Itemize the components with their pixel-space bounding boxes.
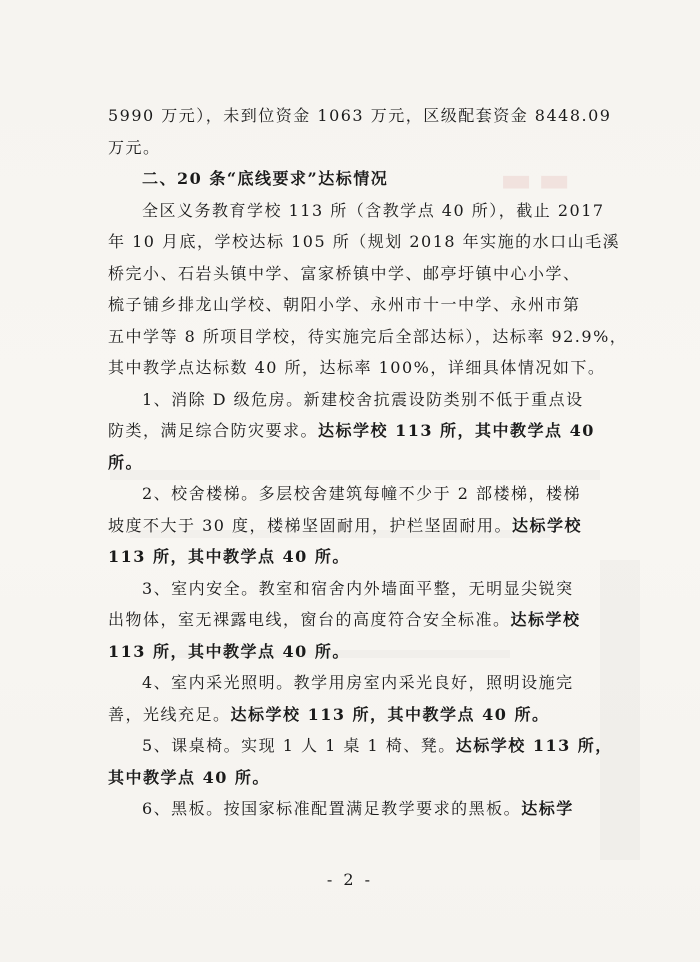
bold-text-run: 达标学校 [512,515,583,535]
text-line: 其中教学点 40 所。 [108,767,270,787]
text-line: 5990 万元），未到位资金 1063 万元，区级配套资金 8448.09 [108,106,612,125]
section-heading: 二、20 条“底线要求”达标情况 [142,169,389,188]
bold-text-run: 达标学校 [510,610,581,629]
text-line: 1、消除 D 级危房。新建校舍抗震设防类别不低于重点设 [142,389,584,409]
text-run: 防类，满足综合防灾要求。 [108,421,319,440]
text-line [108,415,608,447]
text-run: 坡度不大于 30 度，楼梯坚固耐用，护栏坚固耐用。 [108,515,513,535]
bold-text-run: 达标学 [521,799,574,818]
text-line: 梳子铺乡排龙山学校、朝阳小学、永州市十一中学、永州市第 [108,295,581,314]
text-run: 6、黑板。按国家标准配置满足教学要求的黑板。 [142,799,522,818]
text-line: 万元。 [108,137,161,157]
text-line [108,510,608,542]
text-line: 113 所，其中教学点 40 所。 [108,641,350,661]
text-line: 2、校舍楼梯。多层校舍建筑每幢不少于 2 部楼梯，楼梯 [142,484,582,503]
bold-text-run: 达标学校 113 所， [455,736,613,755]
document-body [108,100,628,825]
page-number: - 2 - [326,870,374,889]
text-line [108,699,608,731]
text-line: 桥完小、石岩头镇中学、富家桥镇中学、邮亭圩镇中心小学、 [108,263,581,283]
text-line: 3、室内安全。教室和宿舍内外墙面平整，无明显尖锐突 [142,578,574,598]
text-run: 5、课桌椅。实现 1 人 1 桌 1 椅、凳。 [142,736,456,755]
text-line [108,604,608,636]
text-line: 五中学等 8 所项目学校，待实施完后全部达标），达标率 92.9%， [108,326,628,346]
text-run: 善，光线充足。 [108,704,231,724]
text-line [108,730,613,762]
bleed-through-shadow: ▬▬ [500,160,577,200]
text-line: 所。 [108,452,144,472]
text-line: 年 10 月底，学校达标 105 所（规划 2018 年实施的水口山毛溪 [108,232,621,251]
text-line: 113 所，其中教学点 40 所。 [108,547,350,566]
text-line: 其中教学点达标数 40 所，达标率 100%，详细具体情况如下。 [108,358,606,377]
text-line: 全区义务教育学校 113 所（含教学点 40 所），截止 2017 [142,200,605,220]
bold-text-run: 达标学校 113 所，其中教学点 40 [318,421,595,440]
text-line [108,793,608,825]
text-line: 4、室内采光照明。教学用房室内采光良好，照明设施完 [142,673,574,692]
text-run: 出物体，室无裸露电线，窗台的高度符合安全标准。 [108,610,511,629]
bold-text-run: 达标学校 113 所，其中教学点 40 所。 [230,704,550,724]
